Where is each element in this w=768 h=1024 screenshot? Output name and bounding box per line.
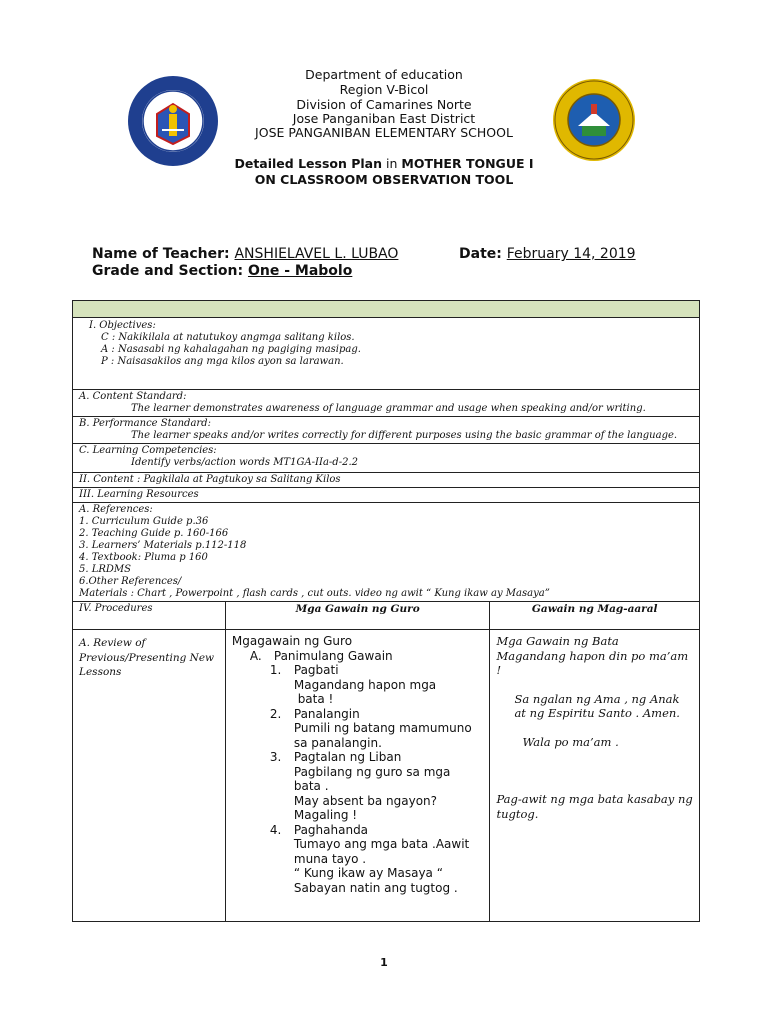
- step-number: 1.: [269, 663, 282, 677]
- header-district: Jose Panganiban East District: [292, 111, 476, 126]
- procedures-heading: IV. Procedures: [73, 602, 226, 630]
- student-greet-reply: Magandang hapon din po ma’am !: [496, 648, 689, 677]
- teacher-label: Name of Teacher:: [92, 246, 235, 262]
- performance-standard-heading: B. Performance Standard:: [79, 418, 211, 429]
- step-line: May absent ba ngayon?: [293, 793, 438, 808]
- table-header-band: [73, 301, 700, 318]
- step-number: 3.: [269, 750, 282, 764]
- header-school: JOSE PANGANIBAN ELEMENTARY SCHOOL: [255, 125, 513, 140]
- title-part-a: Detailed Lesson Plan: [234, 156, 383, 171]
- references-heading: A. References:: [79, 504, 153, 515]
- title-part-b: in: [382, 156, 402, 171]
- objectives-heading: I. Objectives:: [89, 320, 156, 331]
- objectives-cell: [73, 318, 700, 390]
- grade-line: [92, 263, 352, 279]
- content-standard-cell: [73, 390, 700, 417]
- step-line: Pagbilang ng guro sa mga: [293, 764, 451, 779]
- performance-standard-text: The learner speaks and/or writes correctly for different purposes using the basic grammar of the language.: [131, 430, 678, 441]
- student-prayer: Sa ngalan ng Ama , ng Anak at ng Espiritu Santo . Amen.: [514, 691, 680, 720]
- step-line: Magandang hapon mga: [293, 677, 437, 692]
- step-line: Panalangin: [293, 706, 360, 721]
- date-line: [459, 246, 636, 262]
- competencies-text: Identify verbs/action words MT1GA-IIa-d-2.2: [131, 457, 358, 468]
- header-region: Region V-Bicol: [339, 82, 429, 97]
- step-number: 2.: [269, 706, 282, 721]
- teacher-activities-cell: [225, 630, 490, 922]
- teacher-line: [92, 246, 398, 262]
- competencies-cell: [73, 444, 700, 473]
- content-standard-text: The learner demonstrates awareness of language grammar and usage when speaking and/or writing.: [131, 403, 646, 414]
- reference-item: 5. LRDMS: [79, 564, 131, 575]
- document-subtitle: ON CLASSROOM OBSERVATION TOOL: [254, 172, 514, 187]
- step-line: muna tayo .: [293, 851, 367, 866]
- student-activities-title: Mga Gawain ng Bata: [496, 634, 619, 648]
- grade-value: One - Mabolo: [247, 263, 353, 279]
- resources-cell: III. Learning Resources: [73, 488, 700, 503]
- teacher-activities-title: Mgagawain ng Guro: [231, 634, 353, 648]
- section-heading: [232, 649, 484, 664]
- teacher-value: ANSHIELAVEL L. LUBAO: [234, 246, 399, 262]
- step-line: Sabayan natin ang tugtog .: [293, 880, 458, 895]
- objective-cognitive: C : Nakikilala at natutukoy angmga salitang kilos.: [101, 332, 355, 343]
- step-number: 4.: [269, 822, 282, 837]
- step-line: Paghahanda: [293, 822, 369, 837]
- procedure-step-label: [73, 630, 226, 922]
- step-line: Tumayo ang mga bata .Aawit: [293, 837, 470, 851]
- section-title: Panimulang Gawain: [273, 648, 393, 663]
- step-line: “ Kung ikaw ay Masaya “: [293, 866, 443, 880]
- reference-item: 3. Learners’ Materials p.112-118: [79, 540, 247, 551]
- step-line: Pumili ng batang mamumuno: [293, 721, 472, 735]
- step-4: [232, 823, 484, 896]
- step-line: sa panalangin.: [293, 735, 382, 750]
- lesson-plan-table: [72, 300, 700, 922]
- header-department: Department of education: [305, 67, 463, 82]
- objective-psychomotor: P : Naisasakilos ang mga kilos ayon sa larawan.: [101, 356, 344, 367]
- document-title: [0, 156, 768, 171]
- date-label: Date:: [459, 246, 507, 262]
- grade-label: Grade and Section:: [92, 263, 248, 279]
- teacher-column-header: Mga Gawain ng Guro: [225, 602, 490, 630]
- reference-item: 2. Teaching Guide p. 160-166: [79, 528, 229, 539]
- reference-item: 6.Other References/: [79, 576, 182, 587]
- reference-item: Materials : Chart , Powerpoint , flash cards , cut outs. video ng awit “ Kung ikaw ay Masaya”: [79, 588, 550, 599]
- title-part-c: MOTHER TONGUE I: [401, 156, 534, 171]
- header-division: Division of Camarines Norte: [296, 97, 472, 112]
- reference-item: 1. Curriculum Guide p.36: [79, 516, 209, 527]
- step-2: [232, 707, 484, 751]
- student-activities-cell: [490, 630, 700, 922]
- competencies-heading: C. Learning Competencies:: [79, 445, 217, 456]
- step-line: bata !: [293, 692, 334, 706]
- page-number: 1: [380, 956, 388, 969]
- step-line: bata .: [293, 779, 329, 793]
- procedure-step-text: A. Review of Previous/Presenting New Lessons: [79, 637, 215, 678]
- references-cell: [73, 503, 700, 602]
- student-absent-reply: Wala po ma’am .: [522, 734, 619, 749]
- step-3: [232, 750, 484, 823]
- student-column-header: Gawain ng Mag-aaral: [490, 602, 700, 630]
- step-line: Pagtalan ng Liban: [293, 750, 402, 764]
- performance-standard-cell: [73, 417, 700, 444]
- step-1: [232, 663, 484, 707]
- step-line: Pagbati: [293, 663, 339, 677]
- reference-item: 4. Textbook: Pluma p 160: [79, 552, 208, 563]
- date-value: February 14, 2019: [506, 246, 636, 262]
- section-number: A.: [249, 648, 262, 663]
- content-standard-heading: A. Content Standard:: [79, 391, 187, 402]
- content-cell: II. Content : Pagkilala at Pagtukoy sa Salitang Kilos: [73, 473, 700, 488]
- student-sing-activity: Pag-awit ng mga bata kasabay ng tugtog.: [496, 792, 693, 821]
- step-line: Magaling !: [293, 808, 358, 822]
- objective-affective: A : Nasasabi ng kahalagahan ng pagiging masipag.: [101, 344, 361, 355]
